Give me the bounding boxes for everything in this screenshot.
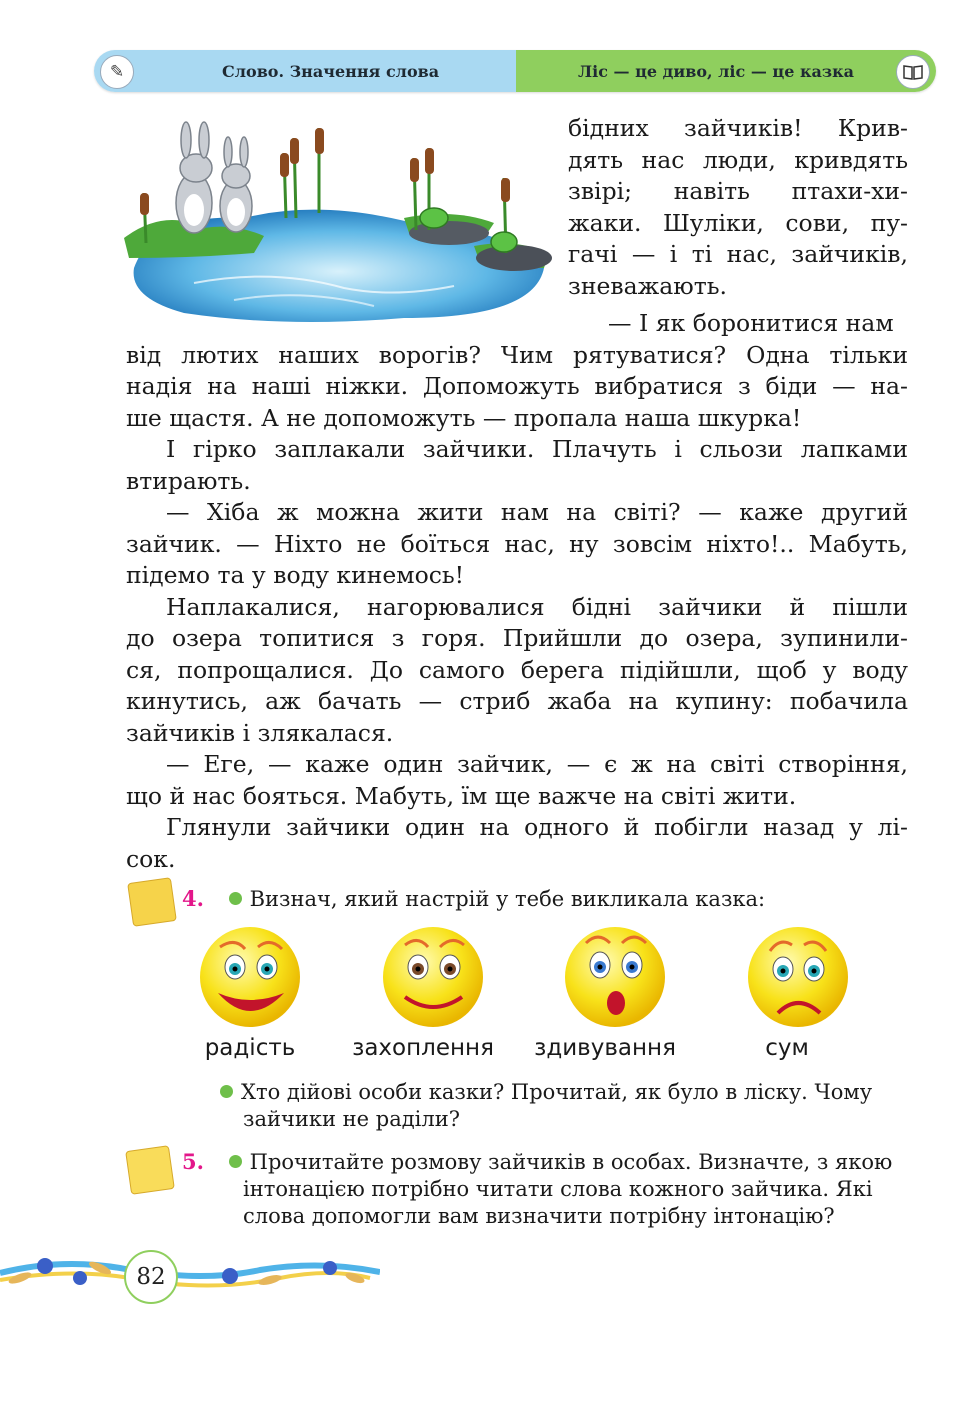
- mood-faces: [190, 925, 870, 1075]
- header-section-right: [516, 50, 936, 92]
- story-text-main: [126, 308, 908, 875]
- text-line: зайчиків і злякалася.: [126, 718, 394, 747]
- text-line: зайчик. — Ніхто не боїться нас, ну зовсім ніхто!.. Мабуть,: [126, 529, 908, 558]
- text-line: гачі — і ті нас, зайчиків,: [568, 240, 908, 268]
- task-number: 4.: [182, 886, 204, 911]
- task-5-line: слова допомогли вам визначити потрібну інтонацію?: [243, 1204, 835, 1228]
- joy-face-icon: [200, 927, 300, 1027]
- task-4-question: [220, 1079, 920, 1133]
- header-section-left: [94, 50, 516, 92]
- task-5-line: Прочитайте розмову зайчиків в особах. Визначте, з якою: [249, 1150, 893, 1174]
- task-icon-pair-work: [125, 1145, 175, 1195]
- mood-label-sadness: сум: [765, 1035, 809, 1061]
- question-line: зайчики не раділи?: [243, 1107, 460, 1131]
- header-right-title: Ліс — це диво, ліс — це казка: [578, 61, 855, 81]
- text-line: дять нас люди, кривдять: [568, 145, 908, 174]
- mood-label-surprise: здивування: [534, 1035, 676, 1061]
- text-line: ше щастя. А не допоможуть — пропала наша шкурка!: [126, 403, 802, 432]
- text-line: що й нас бояться. Мабуть, їм ще важче на світі жити.: [126, 781, 797, 810]
- question-line: Хто дійові особи казки? Прочитай, як було в ліску. Чому: [241, 1080, 873, 1104]
- text-line: — І як боронитися нам: [608, 309, 894, 337]
- text-line: до озера топитися з горя. Прийшли до озера, зупинили-: [126, 624, 908, 652]
- bullet-dot: [229, 1155, 242, 1168]
- sad-face-icon: [748, 927, 848, 1027]
- book-icon: [896, 55, 930, 89]
- text-line: звірі; навіть птахи-хи-: [568, 177, 908, 205]
- bullet-dot: [229, 892, 242, 905]
- story-text-top: [568, 113, 908, 302]
- text-line: підемо та у воду кинемось!: [126, 561, 465, 589]
- task-4-text: Визнач, який настрій у тебе викликала казка:: [249, 887, 766, 911]
- text-line: І гірко заплакали зайчики. Плачуть і сльози лапками: [166, 435, 908, 463]
- text-line: кинутись, аж бачать — стриб жаба на купину: побачила: [126, 687, 908, 715]
- page-header: [94, 50, 936, 92]
- text-line: бідних зайчиків! Крив-: [568, 114, 908, 142]
- task-4-prompt: [182, 885, 922, 913]
- text-line: — Еге, — каже один зайчик, — є ж на світі створіння,: [166, 750, 908, 778]
- mood-label-joy: радість: [204, 1035, 296, 1061]
- header-left-title: Слово. Значення слова: [222, 61, 440, 81]
- text-line: жаки. Шуліки, сови, пу-: [568, 208, 908, 237]
- text-line: ся, попрощалися. До самого берега підійшли, щоб у воду: [126, 655, 908, 684]
- surprise-face-icon: [565, 927, 665, 1027]
- task-5: [182, 1148, 922, 1230]
- text-line: сок.: [126, 844, 176, 873]
- pond-illustration: [124, 118, 554, 323]
- task-icon-time: [127, 877, 177, 927]
- pen-icon: ✎: [100, 55, 134, 89]
- text-line: від лютих наших ворогів? Чим рятуватися? Одна тільки: [126, 340, 908, 369]
- task-number: 5.: [182, 1149, 204, 1174]
- delight-face-icon: [383, 927, 483, 1027]
- footer-decoration: [0, 1238, 380, 1313]
- task-5-line: інтонацією потрібно читати слова кожного зайчика. Які: [243, 1177, 873, 1201]
- mood-label-delight: захоплення: [352, 1035, 494, 1061]
- bullet-dot: [220, 1085, 233, 1098]
- text-line: надія на наші ніжки. Допоможуть вибратися з біди — на-: [126, 372, 908, 400]
- text-line: втирають.: [126, 466, 251, 495]
- page-number: 82: [124, 1250, 178, 1304]
- text-line: — Хіба ж можна жити нам на світі? — каже другий: [166, 498, 908, 526]
- text-line: Наплакалися, нагорювалися бідні зайчики й пішли: [166, 592, 908, 621]
- text-line: зневажають.: [568, 271, 727, 300]
- text-line: Глянули зайчики один на одного й побігли назад у лі-: [166, 813, 908, 841]
